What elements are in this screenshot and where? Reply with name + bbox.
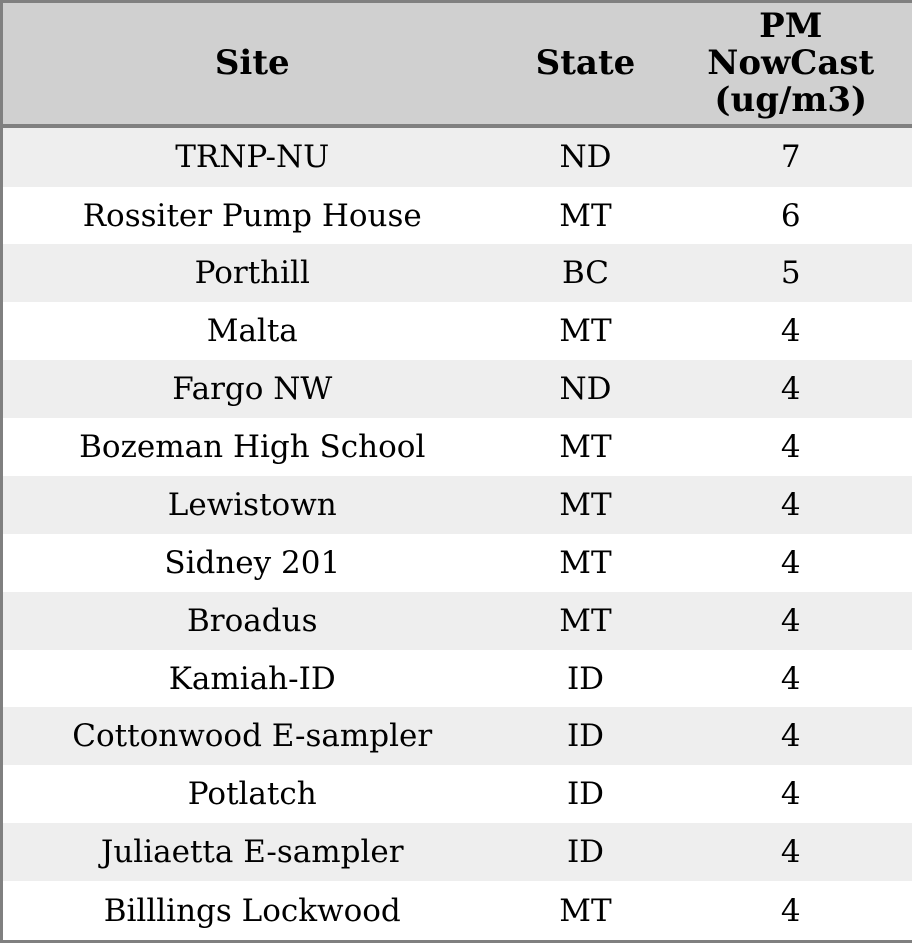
site-cell: Sidney 201 [2,534,502,592]
state-cell: ID [502,765,670,823]
pm-header-line-1: PM [759,6,823,47]
table-row [2,418,912,476]
pm-nowcast-cell: 4 [670,418,912,476]
table-row [2,592,912,650]
pm-nowcast-cell: 4 [670,765,912,823]
table-row [2,650,912,708]
state-cell: ND [502,126,670,187]
state-cell: MT [502,302,670,360]
column-header-site: Site [2,2,502,126]
table-row [2,302,912,360]
pm-nowcast-cell: 7 [670,126,912,187]
pm-nowcast-cell: 4 [670,823,912,881]
table-row [2,126,912,187]
pm-nowcast-cell: 4 [670,592,912,650]
state-cell: MT [502,881,670,941]
table-body [2,126,912,942]
pm-nowcast-cell: 4 [670,650,912,708]
pm-nowcast-cell: 5 [670,244,912,302]
site-cell: Rossiter Pump House [2,187,502,245]
site-cell: Cottonwood E-sampler [2,707,502,765]
table-header [2,2,912,126]
table-row [2,823,912,881]
pm-nowcast-cell: 4 [670,881,912,941]
site-cell: Porthill [2,244,502,302]
state-cell: ID [502,707,670,765]
table-row [2,881,912,941]
pm-header-line-3: (ug/m3) [714,79,868,120]
state-cell: ND [502,360,670,418]
site-cell: Broadus [2,592,502,650]
site-cell: Juliaetta E-sampler [2,823,502,881]
pm-nowcast-cell: 4 [670,476,912,534]
pm-header-line-2: NowCast [707,42,875,83]
state-cell: MT [502,418,670,476]
state-cell: MT [502,534,670,592]
site-cell: Billlings Lockwood [2,881,502,941]
site-cell: Fargo NW [2,360,502,418]
pm-nowcast-cell: 4 [670,534,912,592]
table-row [2,476,912,534]
site-cell: Bozeman High School [2,418,502,476]
pm-nowcast-cell: 4 [670,302,912,360]
site-cell: Malta [2,302,502,360]
state-cell: BC [502,244,670,302]
column-header-pm-nowcast [670,2,912,126]
column-header-state: State [502,2,670,126]
table-header-row [2,2,912,126]
table-row [2,534,912,592]
pm-nowcast-cell: 4 [670,707,912,765]
table-row [2,187,912,245]
state-cell: ID [502,823,670,881]
pm-nowcast-cell: 6 [670,187,912,245]
site-cell: Kamiah-ID [2,650,502,708]
site-cell: TRNP-NU [2,126,502,187]
table-row [2,360,912,418]
table-row [2,707,912,765]
state-cell: MT [502,187,670,245]
state-cell: MT [502,592,670,650]
site-cell: Lewistown [2,476,502,534]
state-cell: MT [502,476,670,534]
site-cell: Potlatch [2,765,502,823]
pm-nowcast-cell: 4 [670,360,912,418]
table-row [2,244,912,302]
state-cell: ID [502,650,670,708]
table-row [2,765,912,823]
